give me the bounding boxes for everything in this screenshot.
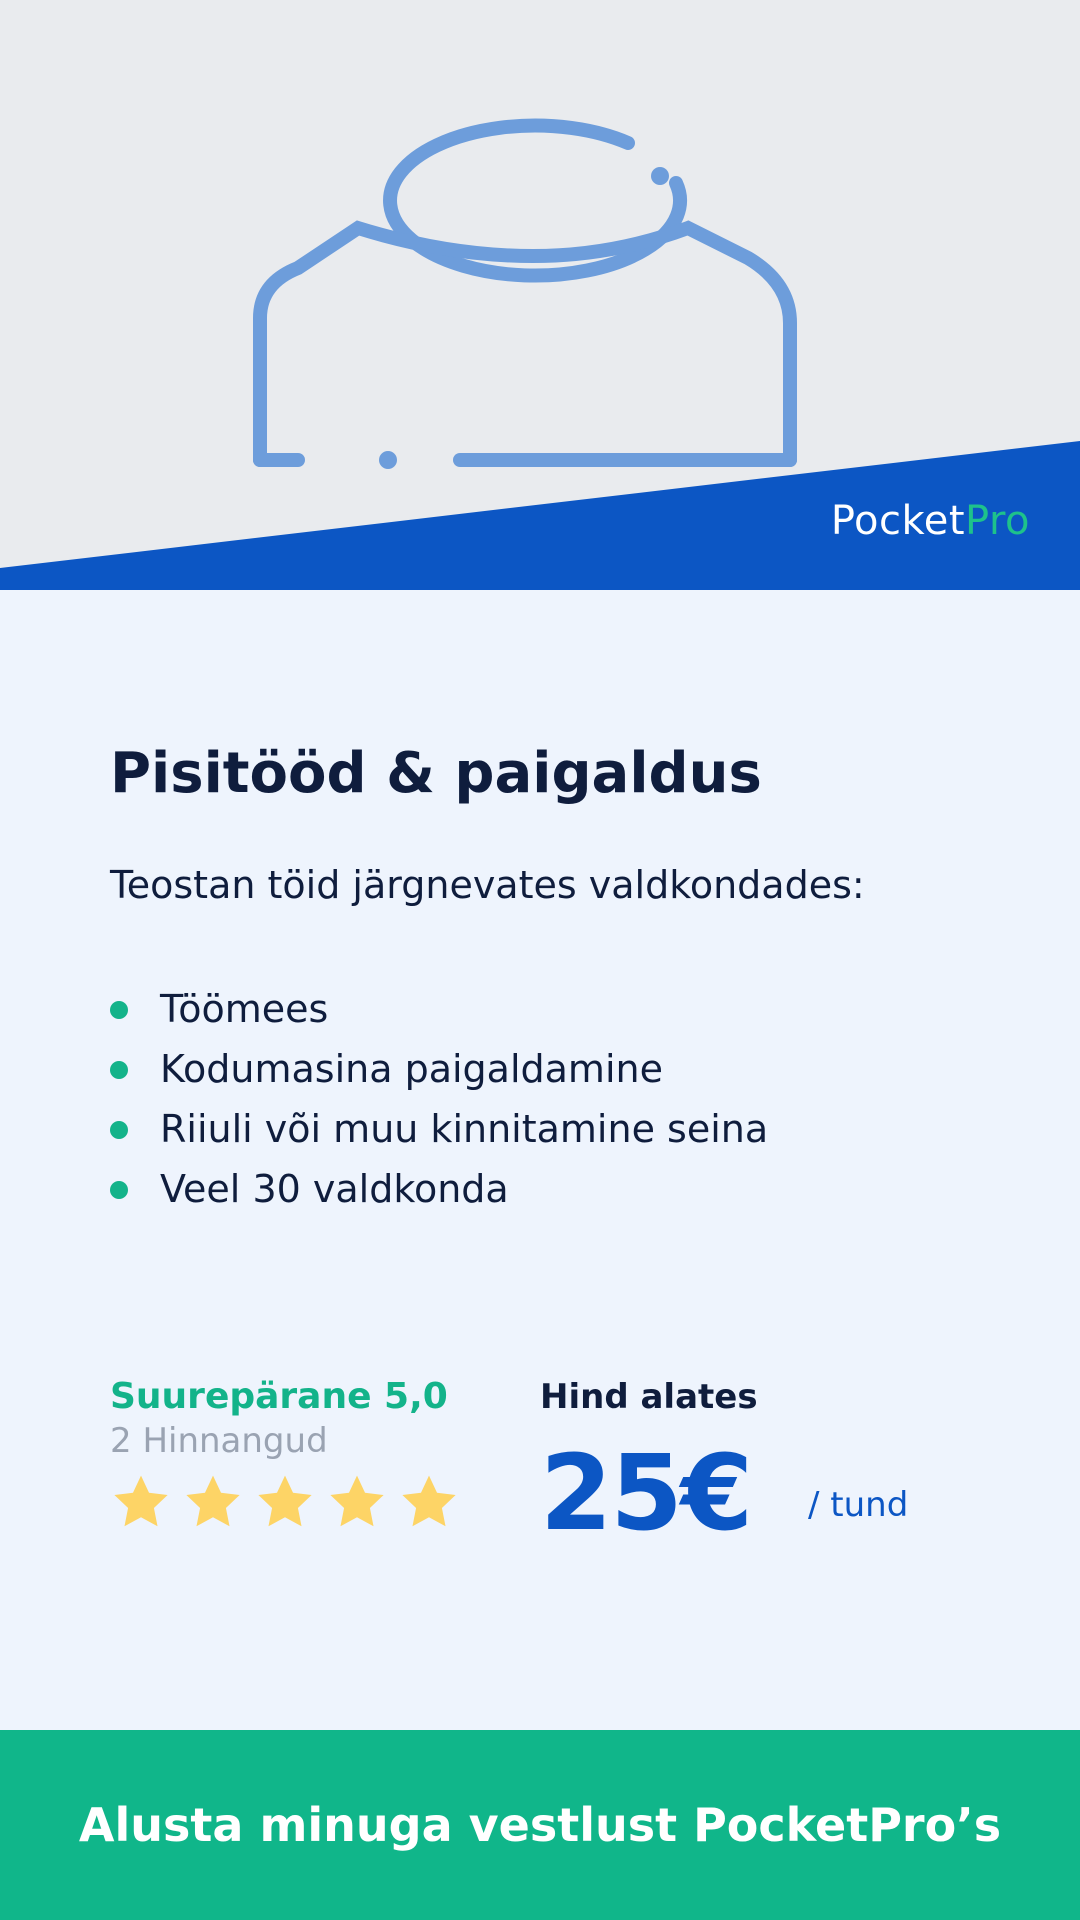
list-item-label: Töömees (160, 986, 329, 1031)
service-list (110, 979, 970, 1219)
rating-count: 2 Hinnangud (110, 1421, 328, 1461)
price-label: Hind alates (540, 1377, 758, 1417)
price-block (540, 1375, 1020, 1553)
bullet-dot-icon (110, 1121, 128, 1139)
star-icon (254, 1471, 316, 1533)
list-item-label: Riiuli või muu kinnitamine seina (160, 1106, 769, 1151)
list-item (110, 1099, 970, 1159)
star-icon (110, 1471, 172, 1533)
hero-header (0, 0, 1080, 590)
start-chat-button[interactable]: Alusta minuga vestlust PocketPro’s (0, 1730, 1080, 1920)
pocketpro-logo (831, 498, 1030, 544)
star-icon (398, 1471, 460, 1533)
service-title: Pisitööd & paigaldus (110, 741, 762, 806)
price-amount: 25€ (540, 1432, 752, 1554)
star-icon (182, 1471, 244, 1533)
star-icon (326, 1471, 388, 1533)
price-unit: / tund (808, 1485, 909, 1525)
list-item-label: Kodumasina paigaldamine (160, 1046, 663, 1091)
list-item-label: Veel 30 valdkonda (160, 1166, 509, 1211)
bullet-dot-icon (110, 1001, 128, 1019)
service-intro: Teostan töid järgnevates valdkondades: (110, 863, 865, 908)
price-row (540, 1433, 1020, 1553)
rating-label: Suurepärane 5,0 (110, 1376, 448, 1417)
logo-text-main: Pocket (830, 498, 966, 544)
service-details (110, 740, 970, 1219)
bullet-dot-icon (110, 1181, 128, 1199)
bullet-dot-icon (110, 1061, 128, 1079)
logo-text-accent: Pro (965, 498, 1030, 544)
star-rating (110, 1471, 460, 1533)
list-item (110, 1159, 970, 1219)
rating-block (110, 1375, 460, 1533)
list-item (110, 979, 970, 1039)
list-item (110, 1039, 970, 1099)
